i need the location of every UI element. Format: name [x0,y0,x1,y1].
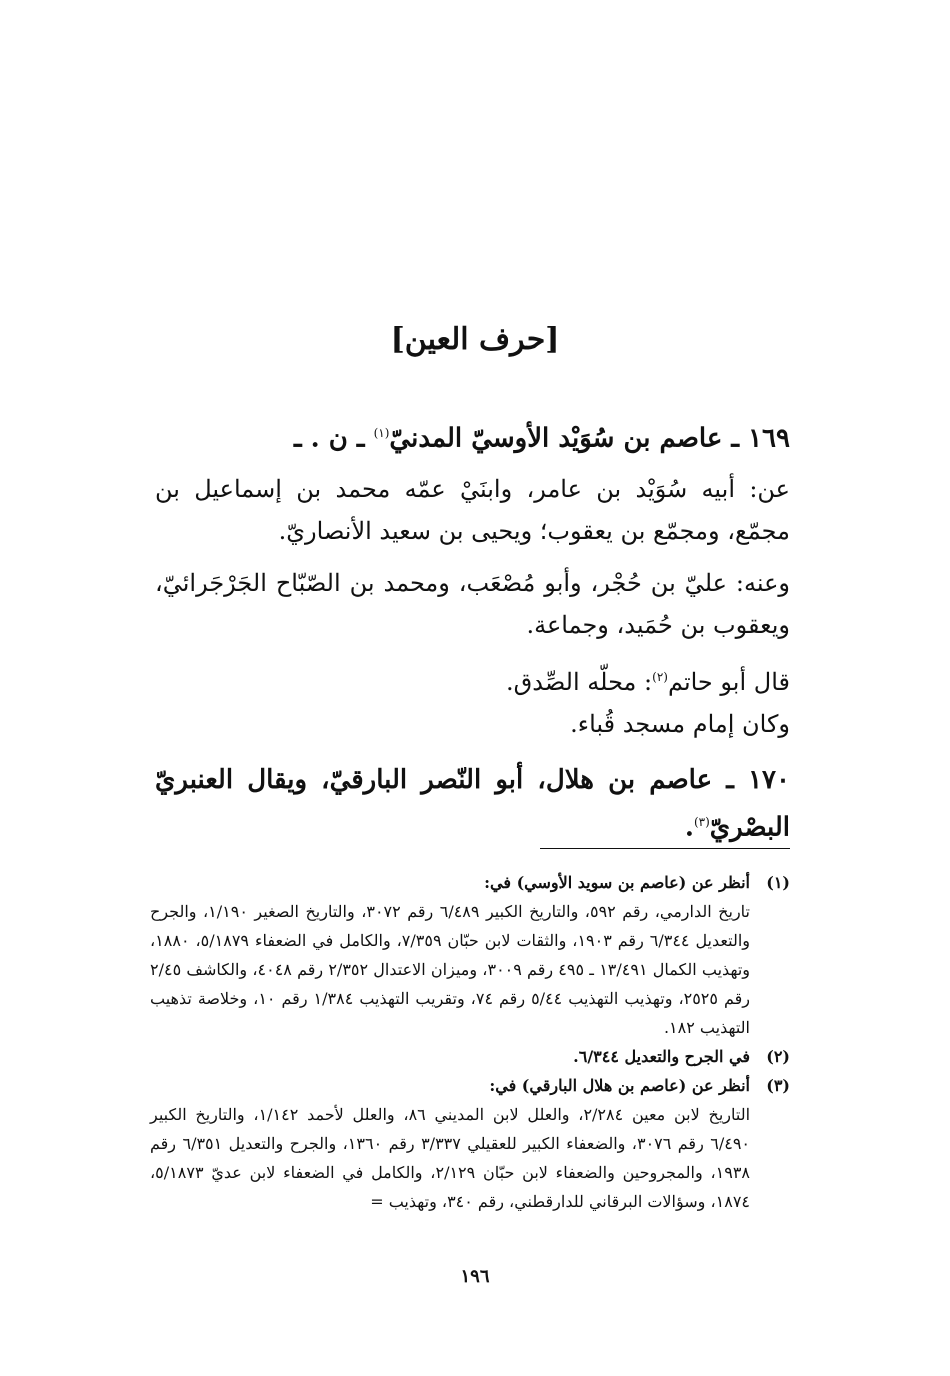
entry-169-imam: وكان إمام مسجد قُباء. [570,709,790,738]
footnote-number: (٣) [766,1076,790,1095]
entry-169-students: وعنه: عليّ بن حُجْر، وأبو مُصْعَب، ومحمد بن الصّبّاح الجَرْجَرائيّ، ويعقوب بن حُمَيد، وجماعة. [155,568,790,639]
section-heading: [حرف العين] [390,322,560,357]
footnote-divider [540,848,790,849]
entry-169-abu-hatim [155,656,790,703]
footnote-ref-3[interactable]: (٣) [693,814,710,829]
entry-170-title-text: ١٧٠ ـ عاصم بن هلال، أبو النّصر البارقيّ، ويقال العنبريّ البصْريّ [155,764,790,843]
footnote-ref-1[interactable]: (١) [373,426,390,440]
footnote-ref-2[interactable]: (٢) [652,669,668,684]
entry-169-teachers: عن: أبيه سُوَيْد بن عامر، وابنَيْ عمّه محمد بن إسماعيل بن مجمّع، ومجمّع بن يعقوب؛ ويحيى بن سعيد الأنصاريّ. [155,474,790,545]
footnote-intro: في الجرح والتعديل ٦/٣٤٤. [573,1047,750,1066]
footnote-number: (١) [766,873,790,892]
footnote-number: (٢) [766,1047,790,1066]
footnote-text: التاريخ لابن معين ٢/٢٨٤، والعلل لابن المديني ٨٦، والعلل لأحمد ١/١٤٢، والتاريخ الكبير ٦/٤٩٠ رقم ٣٠٧٦، والضعفاء الكبير للعقيلي ٣/٣٣٧ رقم ١٣٦٠، والجرح والتعديل ٦/٣٥١ رقم ١٩٣٨، والمجروحين والضعفاء لابن حبّان ٢/١٢٩، والكامل في الضعفاء لابن عديّ ٥/١٨٧٣، ١٨٧٤، وسؤالات البرقاني للدارقطني، رقم ٣٤٠، وتهذيب = [150,1105,751,1211]
entry-170-title-suffix: . [684,812,694,843]
abu-hatim-prefix: قال أبو حاتم [667,667,790,696]
footnote-text: تاريخ الدارمي، رقم ٥٩٢، والتاريخ الكبير ٦/٤٨٩ رقم ٣٠٧٢، والتاريخ الصغير ١/١٩٠، والجرح والتعديل ٦/٣٤٤ رقم ١٩٠٣، والثقات لابن حبّان ٧/٣٥٩، والكامل في الضعفاء ٥/١٨٧٩، ١٨٨٠، وتهذيب الكمال ١٣/٤٩١ ـ ٤٩٥ رقم ٣٠٠٩، وميزان الاعتدال ٢/٣٥٢ رقم ٤٠٤٨، والكاشف ٢/٤٥ رقم ٢٥٢٥، وتهذيب التهذيب ٥/٤٤ رقم ٧٤، وتقريب التهذيب ١/٣٨٤ رقم ١٠، وخلاصة تذهيب التهذيب ١٨٢. [150,902,751,1037]
entry-169-title-suffix: ـ ن . ـ [294,423,374,454]
footnote-1 [150,868,790,1042]
footnotes [150,868,790,1216]
footnote-intro: أنظر عن (عاصم بن هلال البارقي) في: [489,1076,750,1095]
main-text [155,412,790,856]
footnote-intro: أنظر عن (عاصم بن سويد الأوسي) في: [484,873,750,892]
page-number: ١٩٦ [460,1266,490,1287]
abu-hatim-suffix: : محلّه الصِّدق. [505,667,653,696]
entry-169-title [155,412,790,460]
entry-170-title [155,759,790,849]
footnote-2 [150,1042,790,1071]
footnote-3 [150,1071,790,1216]
entry-169-title-text: ١٦٩ ـ عاصم بن سُوَيْد الأوسيّ المدنيّ [389,423,790,454]
